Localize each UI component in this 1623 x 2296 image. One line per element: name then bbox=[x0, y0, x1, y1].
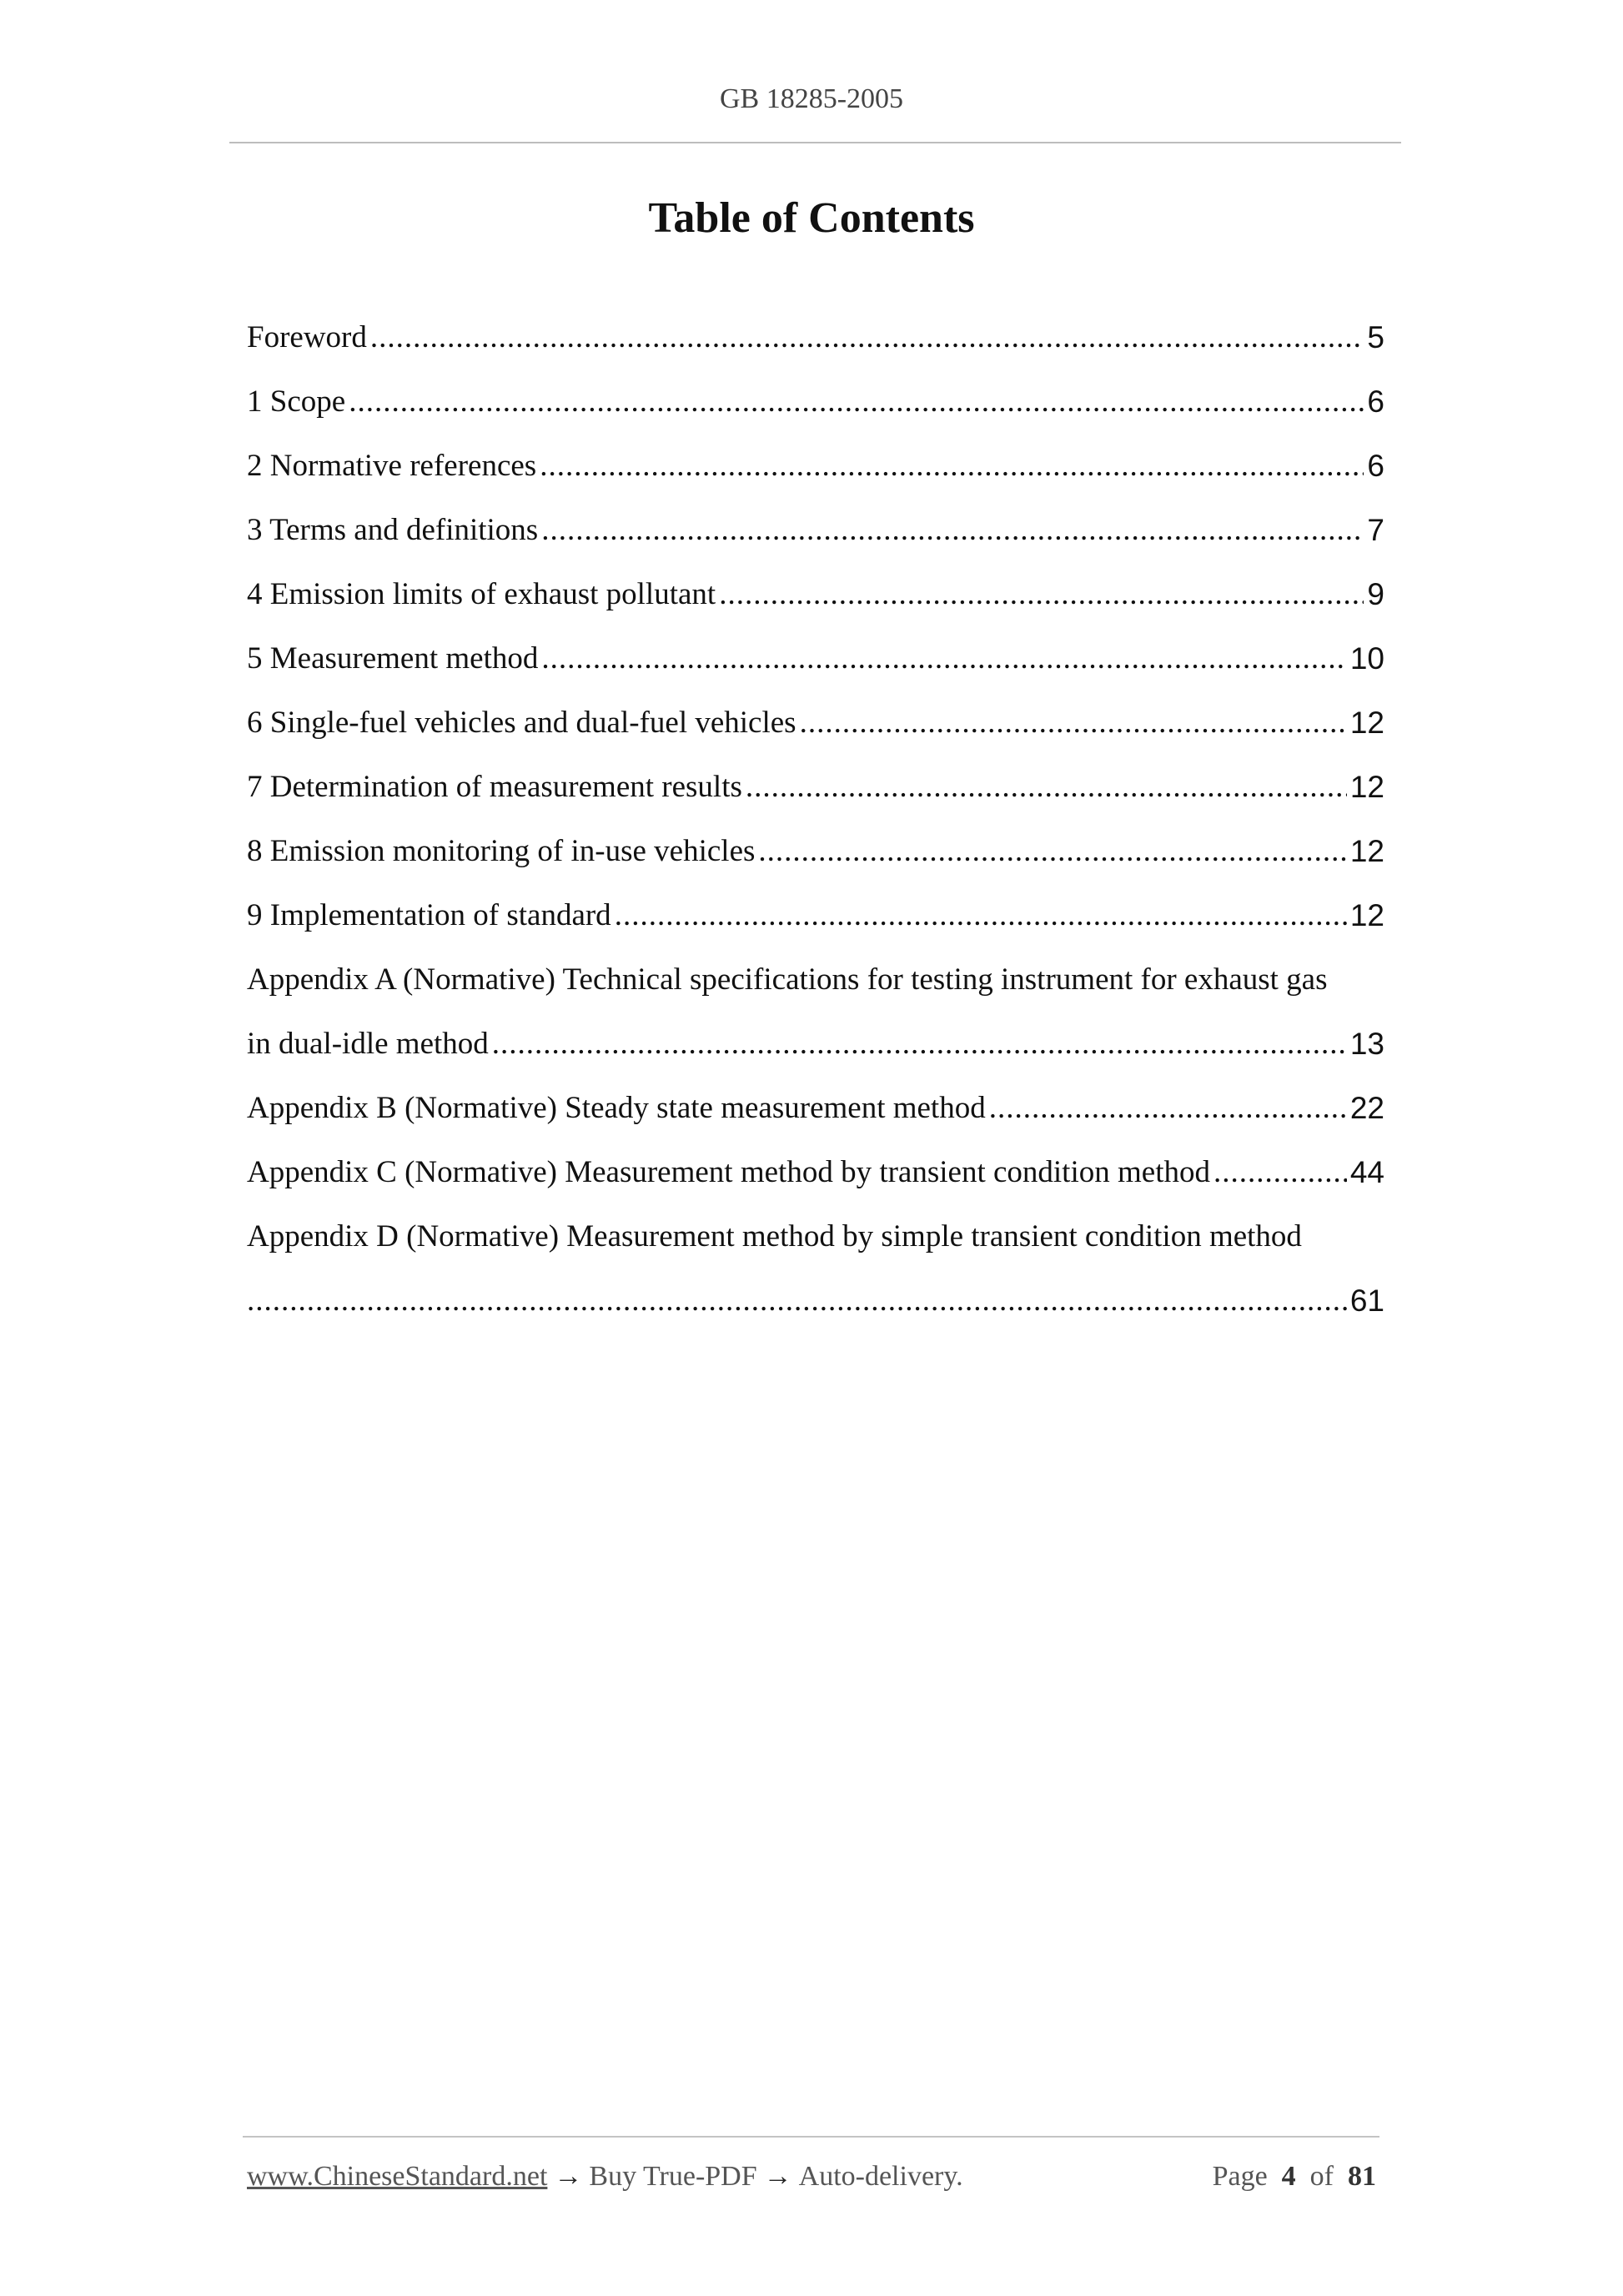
toc-page-number: 12 bbox=[1349, 834, 1384, 868]
toc-label: 8 Emission monitoring of in-use vehicles bbox=[247, 834, 756, 868]
toc-entry-emission-limits[interactable] bbox=[247, 570, 1384, 634]
toc-page-number: 10 bbox=[1349, 641, 1384, 676]
arrow-right-icon: → bbox=[763, 2161, 792, 2192]
page-footer bbox=[247, 2156, 1376, 2198]
toc-label: in dual-idle method bbox=[247, 1027, 489, 1061]
toc-label: 4 Emission limits of exhaust pollutant bbox=[247, 577, 716, 611]
toc-leader bbox=[758, 826, 1346, 877]
toc-page-number: 12 bbox=[1349, 898, 1384, 932]
toc-label: 6 Single-fuel vehicles and dual-fuel vehicles bbox=[247, 706, 796, 740]
toc-entry-determination-results[interactable] bbox=[247, 762, 1384, 826]
toc-page-number: 44 bbox=[1349, 1155, 1384, 1189]
toc-label: 3 Terms and definitions bbox=[247, 513, 539, 547]
toc-label: 9 Implementation of standard bbox=[247, 898, 611, 932]
of-word: of bbox=[1309, 2161, 1334, 2192]
toc-entry-appendix-c[interactable] bbox=[247, 1148, 1384, 1212]
buy-text: Buy True-PDF bbox=[589, 2161, 757, 2192]
toc-leader bbox=[989, 1083, 1347, 1133]
toc-entry-appendix-d[interactable] bbox=[247, 1212, 1384, 1276]
toc-label: Appendix B (Normative) Steady state measurement method bbox=[247, 1091, 986, 1125]
toc-leader bbox=[540, 441, 1364, 491]
toc-label: Foreword bbox=[247, 320, 367, 354]
toc-entry-emission-monitoring[interactable] bbox=[247, 826, 1384, 891]
toc-page-number: 12 bbox=[1349, 706, 1384, 740]
toc-entry-appendix-a-continued[interactable] bbox=[247, 1019, 1384, 1083]
toc-entry-appendix-d-continued[interactable] bbox=[247, 1276, 1384, 1340]
toc-entry-foreword[interactable] bbox=[247, 313, 1384, 377]
footer-rule bbox=[243, 2136, 1379, 2138]
toc-leader bbox=[615, 891, 1347, 941]
total-pages: 81 bbox=[1348, 2161, 1376, 2192]
toc-label: 5 Measurement method bbox=[247, 641, 539, 676]
toc-entry-measurement-method[interactable] bbox=[247, 634, 1384, 698]
current-page: 4 bbox=[1281, 2161, 1296, 2192]
toc-page-number: 12 bbox=[1349, 770, 1384, 804]
footer-promo bbox=[247, 2161, 963, 2193]
toc-page-number: 6 bbox=[1367, 449, 1384, 483]
arrow-right-icon: → bbox=[554, 2161, 583, 2192]
page-title: Table of Contents bbox=[648, 194, 975, 242]
toc-entry-single-dual-fuel[interactable] bbox=[247, 698, 1384, 762]
toc-entry-appendix-a[interactable] bbox=[247, 955, 1384, 1019]
toc-page-number: 6 bbox=[1367, 384, 1384, 419]
toc-label: 7 Determination of measurement results bbox=[247, 770, 742, 804]
toc-leader bbox=[541, 505, 1364, 555]
toc-entry-normative-references[interactable] bbox=[247, 441, 1384, 505]
toc-leader bbox=[800, 698, 1347, 748]
toc-label: Appendix C (Normative) Measurement method by transient condition method bbox=[247, 1155, 1210, 1189]
header-rule bbox=[229, 142, 1401, 143]
toc-leader bbox=[541, 634, 1346, 684]
toc-page-number: 9 bbox=[1367, 577, 1384, 611]
toc-label: 1 Scope bbox=[247, 384, 346, 419]
toc-entry-scope[interactable] bbox=[247, 377, 1384, 441]
toc-leader bbox=[1213, 1148, 1347, 1198]
toc-entry-appendix-b[interactable] bbox=[247, 1083, 1384, 1148]
toc-page-number: 22 bbox=[1349, 1091, 1384, 1125]
toc-page-number: 5 bbox=[1367, 320, 1384, 354]
table-of-contents bbox=[247, 313, 1384, 1340]
toc-leader bbox=[746, 762, 1347, 812]
toc-leader bbox=[492, 1019, 1347, 1069]
toc-leader bbox=[247, 1276, 1347, 1326]
page-indicator bbox=[1213, 2161, 1376, 2193]
website-link[interactable]: www.ChineseStandard.net bbox=[247, 2161, 548, 2192]
delivery-text: Auto-delivery. bbox=[798, 2161, 963, 2192]
toc-page-number: 13 bbox=[1349, 1027, 1384, 1061]
running-header: GB 18285-2005 bbox=[719, 83, 904, 114]
toc-page-number: 7 bbox=[1367, 513, 1384, 547]
toc-label: Appendix D (Normative) Measurement method by simple transient condition method bbox=[247, 1219, 1302, 1254]
toc-entry-terms-definitions[interactable] bbox=[247, 505, 1384, 570]
page-word: Page bbox=[1212, 2161, 1268, 2192]
toc-leader bbox=[370, 313, 1364, 363]
toc-label: 2 Normative references bbox=[247, 449, 537, 483]
toc-leader bbox=[349, 377, 1364, 427]
toc-page-number: 61 bbox=[1349, 1284, 1384, 1318]
toc-label: Appendix A (Normative) Technical specifications for testing instrument for exhaust gas bbox=[247, 962, 1328, 997]
toc-entry-implementation[interactable] bbox=[247, 891, 1384, 955]
toc-leader bbox=[719, 570, 1364, 620]
